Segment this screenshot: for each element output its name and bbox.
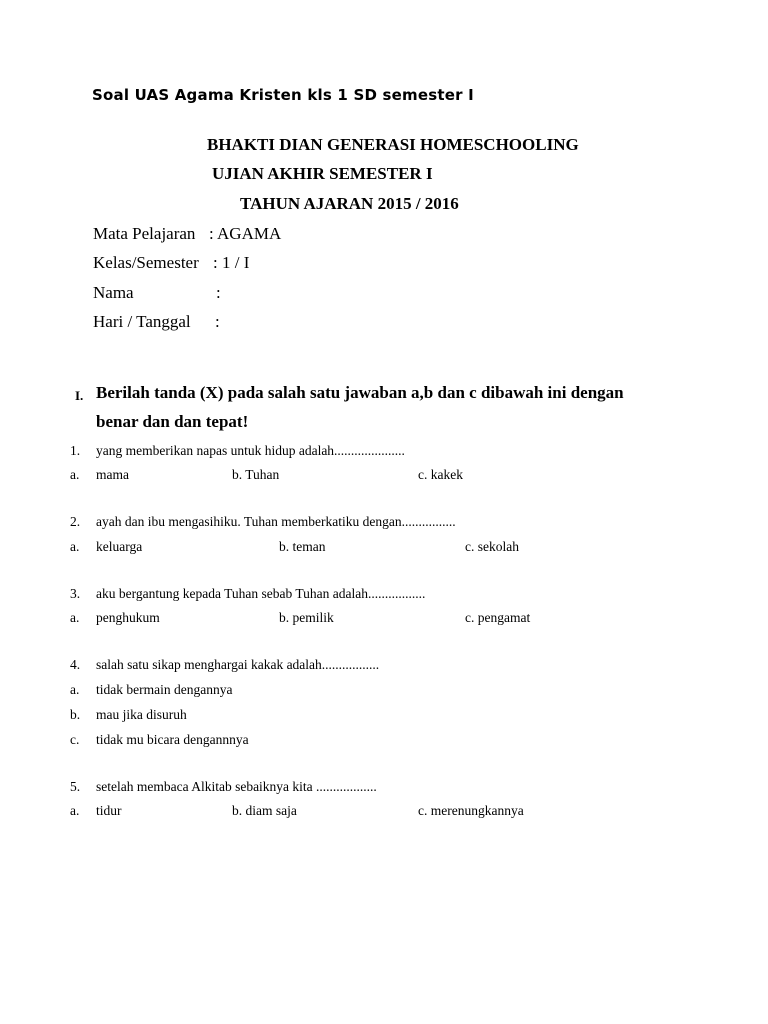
meta-date-value: : — [215, 312, 220, 331]
option-b: b. pemilik — [279, 610, 334, 625]
question-text: yang memberikan napas untuk hidup adalah..................... — [96, 443, 405, 458]
meta-subject-label: Mata Pelajaran — [93, 224, 196, 243]
meta-date-label: Hari / Tanggal — [93, 312, 191, 331]
question-number: 5. — [70, 779, 81, 794]
option-b: b. Tuhan — [232, 467, 280, 482]
option-c: c. merenungkannya — [418, 803, 524, 818]
question-text: salah satu sikap menghargai kakak adalah................. — [96, 657, 380, 672]
section-instruction-line1: Berilah tanda (X) pada salah satu jawaban a,b dan c dibawah ini dengan — [96, 383, 624, 402]
meta-subject-value: : AGAMA — [209, 224, 282, 243]
option-b: mau jika disuruh — [96, 707, 187, 722]
option-a: penghukum — [96, 610, 160, 625]
section-instruction-line2: benar dan dan tepat! — [96, 412, 249, 431]
question-text: aku bergantung kepada Tuhan sebab Tuhan adalah................. — [96, 586, 426, 601]
meta-subject — [93, 224, 281, 244]
question-text: setelah membaca Alkitab sebaiknya kita .................. — [96, 779, 377, 794]
option-c: c. pengamat — [465, 610, 531, 625]
question-number: 1. — [70, 443, 81, 458]
meta-name-label: Nama — [93, 283, 134, 302]
question-number: 4. — [70, 657, 81, 672]
option-label: c. — [70, 732, 80, 747]
meta-name — [93, 283, 221, 303]
option-a: keluarga — [96, 539, 143, 554]
question-text: ayah dan ibu mengasihiku. Tuhan memberkatiku dengan................ — [96, 514, 456, 529]
academic-year: TAHUN AJARAN 2015 / 2016 — [240, 194, 459, 213]
option-a: mama — [96, 467, 129, 482]
option-label: a. — [70, 467, 80, 482]
meta-class-label: Kelas/Semester — [93, 253, 199, 272]
exam-title: UJIAN AKHIR SEMESTER I — [212, 164, 433, 183]
section-number: I. — [75, 388, 84, 403]
meta-name-value: : — [216, 283, 221, 302]
option-c: c. sekolah — [465, 539, 519, 554]
meta-date — [93, 312, 220, 332]
question-number: 2. — [70, 514, 81, 529]
option-a: tidur — [96, 803, 122, 818]
option-b: b. diam saja — [232, 803, 297, 818]
option-label: b. — [70, 707, 81, 722]
option-label: a. — [70, 539, 80, 554]
option-c: c. kakek — [418, 467, 463, 482]
option-label: a. — [70, 682, 80, 697]
document-title: Soal UAS Agama Kristen kls 1 SD semester I — [92, 86, 474, 104]
meta-class-value: : 1 / I — [213, 253, 250, 272]
option-b: b. teman — [279, 539, 326, 554]
school-name: BHAKTI DIAN GENERASI HOMESCHOOLING — [207, 135, 579, 154]
option-a: tidak bermain dengannya — [96, 682, 233, 697]
question-number: 3. — [70, 586, 81, 601]
option-c: tidak mu bicara dengannnya — [96, 732, 249, 747]
option-label: a. — [70, 610, 80, 625]
option-label: a. — [70, 803, 80, 818]
meta-class — [93, 253, 249, 273]
